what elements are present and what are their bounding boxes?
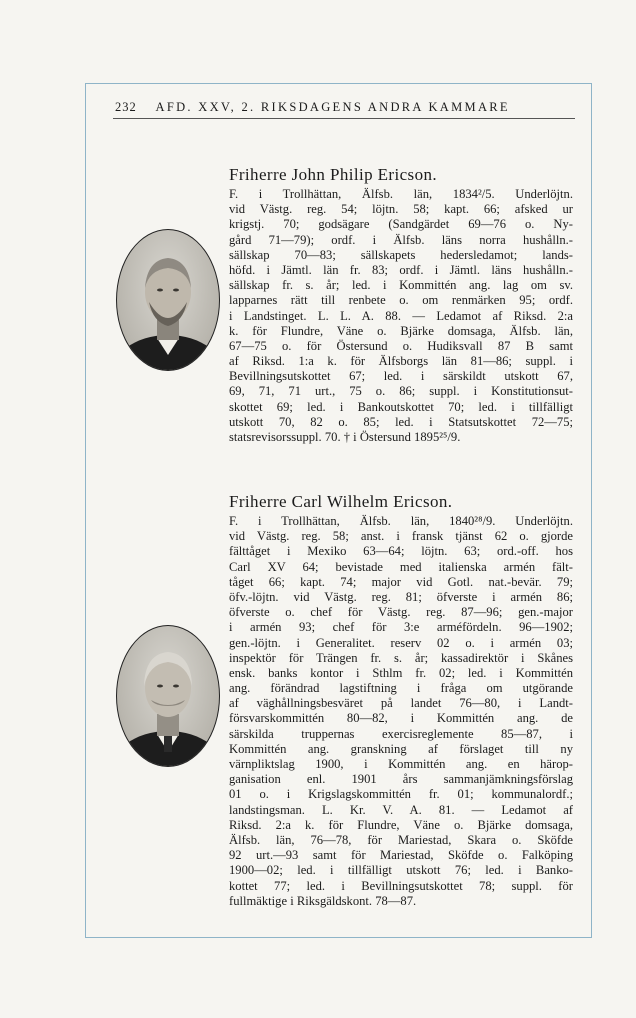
bio-line: ang. förändrad lagstiftning i fråga om utgörande [229, 681, 573, 696]
bio-line: i Landstinget. L. L. A. 88. — Ledamot af Riksd. 2:a [229, 308, 573, 323]
bio-line: utskott 70, 82 o. 85; led. i Statsutskottet 72—75; [229, 414, 573, 429]
section-label: AFD. XXV, 2. [155, 100, 256, 114]
bio-line: statsrevisorssuppl. 70. † i Östersund 1895²⁵/9. [229, 430, 461, 444]
bio-line: gård 71—79); ordf. i Älfsb. läns norra hushålln.- [229, 232, 573, 247]
header-rule [113, 118, 575, 119]
bio-line: sällskap fr. s. år; led. i Kommittén ang. lag om sv. [229, 278, 573, 293]
bio-line: särskilda truppernas exercisreglemente 85—87, i [229, 726, 573, 741]
bio-line: sällskap 70—83; sällskapets hedersledamot; lands- [229, 247, 573, 262]
bio-line: 92 urt.—93 samt för Mariestad, Sköfde o. Falköping [229, 848, 573, 863]
bio-line: ensk. banks kontor i Sthlm fr. 02; led. i Kommittén [229, 665, 573, 680]
bio-line: F. i Trollhättan, Älfsb. län, 1834²/5. Underlöjtn. [229, 187, 573, 201]
bio-line: Älfsb. län, 76—78, för Mariestad, Skara o. Sköfde [229, 832, 573, 847]
portrait-image [116, 625, 220, 767]
bio-line: Bevillningsutskottet 67; led. i särskildt utskott 67, [229, 369, 573, 384]
bio-line: lapparnes rätt till renbete o. om renmärken 95; ordf. [229, 293, 573, 308]
entry-name: Friherre John Philip Ericson. [229, 165, 438, 184]
bio-line: öfverste o. chef för Västg. reg. 87—96; gen.-major [229, 605, 573, 620]
bio-line: fullmäktige i Riksgäldskont. 78—87. [229, 893, 417, 908]
bio-line: landstingsman. L. Kr. V. A. 81. — Ledamot af [229, 802, 573, 817]
bio-line: öfv.-löjtn. vid Västg. reg. 81; öfverste i armén 86; [229, 589, 573, 604]
bio-line: 67—75 o. för Östersund o. Hudiksvall 87 B samt [229, 338, 573, 353]
bio-line: gen.-löjtn. i Generalitet. reserv 02 o. i armén 03; [229, 635, 573, 650]
bio-line: Carl XV 64; bevistade med italienska armén fält- [229, 559, 573, 574]
bio-line: 1900—02; led. i tillfälligt utskott 76; led. i Banko- [229, 863, 573, 878]
portrait-image [116, 229, 220, 371]
bio-line: 01 o. i Krigslagskommittén fr. 01; kommunalordf.; [229, 787, 573, 802]
bio-line: tåget 66; kapt. 74; major vid Gotl. nat.-bevär. 79; [229, 574, 573, 589]
bio-line: försvarskommittén 80—82, i Kommittén ang. de [229, 711, 573, 726]
bio-line: vid Västg. reg. 58; anst. i fransk tjänst 62 o. gjorde [229, 529, 573, 544]
running-title: RIKSDAGENS ANDRA KAMMARE [260, 100, 510, 114]
bio-line: höfd. i Jämtl. län fr. 83; ordf. i Jämtl. läns hushålln.- [229, 262, 573, 277]
bio-line: 69, 71, 71 urt., 75 o. 86; suppl. i Konstitutionsut- [229, 384, 573, 399]
entry-biography [229, 514, 573, 909]
bio-line: värnpliktslag 1900, i Kommittén ang. en härор- [229, 757, 573, 771]
bio-line: krigstj. 70; godsägare (Sandgärdet 69—76 o. Ny- [229, 217, 573, 232]
bio-line: vid Västg. reg. 54; löjtn. 58; kapt. 66; afsked ur [229, 202, 573, 217]
bio-line: i armén 93; chef för 3:e arméfördeln. 96—1902; [229, 620, 573, 635]
portrait-carl-wilhelm-ericson [117, 626, 219, 766]
bio-line: af Riksd. 1:a k. för Älfsborgs län 81—86; suppl. i [229, 354, 573, 369]
bio-line: Riksd. 2:a k. för Flundre, Väne o. Bjärke domsaga, [229, 817, 573, 832]
bio-line: k. för Flundre, Väne o. Bjärke domsaga, Älfsb. län, [229, 323, 573, 338]
entry-biography [229, 187, 573, 445]
bio-line: af väghållningsbesväret på landet 76—80, i Landt- [229, 696, 573, 711]
bio-line: Kommittén ang. granskning af förslaget till ny [229, 741, 573, 756]
bio-line: skottet 69; led. i Bankoutskottet 70; led. i tillfälligt [229, 399, 573, 414]
bio-line: kottet 77; led. i Bevillningsutskottet 78; suppl. för [229, 878, 573, 893]
bio-line: F. i Trollhättan, Älfsb. län, 1840²⁸/9. Underlöjtn. [229, 514, 573, 528]
portrait-john-philip-ericson [117, 230, 219, 370]
bio-line: ganisation enl. 1901 års sammanjämkningsförslag [229, 772, 573, 787]
bio-line: fälttåget i Mexiko 63—64; löjtn. 63; ord.-off. hos [229, 544, 573, 559]
bio-line: inspektör för Trängen fr. s. år; kassadirektör i Skånes [229, 650, 573, 665]
entry-name: Friherre Carl Wilhelm Ericson. [229, 492, 453, 511]
running-head [115, 100, 575, 115]
page-number: 232 [115, 100, 137, 114]
